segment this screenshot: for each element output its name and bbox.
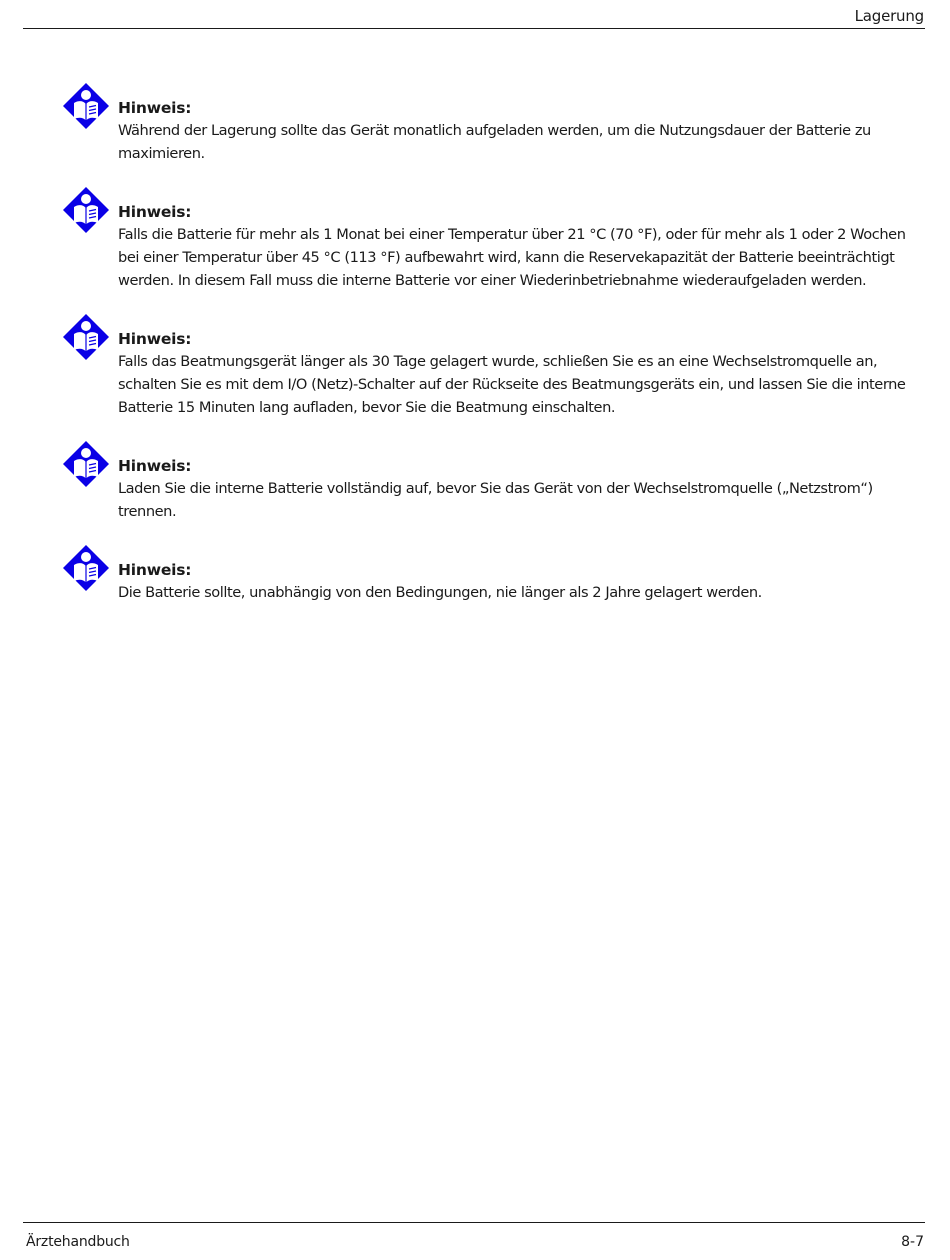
note-book-icon bbox=[62, 440, 110, 488]
page-footer bbox=[23, 1222, 925, 1250]
note-body: Falls die Batterie für mehr als 1 Monat bei einer Temperatur über 21 °C (70 °F), oder für mehr als 1 oder 2 Wochen bei einer Temperatur über 45 °C (113 °F) aufbewahrt wird, kann die Reservekapazität der Batterie beeinträchtigt werden. In diesem Fall muss die interne Batterie vor einer Wiederinbetriebnahme wiederaufgeladen werden. bbox=[118, 226, 906, 289]
note-body: Die Batterie sollte, unabhängig von den Bedingungen, nie länger als 2 Jahre gelagert werden. bbox=[118, 584, 762, 601]
notes-list bbox=[62, 80, 912, 623]
note-item bbox=[62, 438, 912, 523]
section-title: Lagerung bbox=[854, 7, 924, 25]
page-number: 8-7 bbox=[901, 1234, 924, 1250]
note-title: Hinweis: bbox=[118, 561, 192, 579]
note-title: Hinweis: bbox=[118, 330, 192, 348]
note-book-icon bbox=[62, 186, 110, 234]
note-item bbox=[62, 80, 912, 165]
note-title: Hinweis: bbox=[118, 203, 192, 221]
note-item bbox=[62, 311, 912, 419]
note-title: Hinweis: bbox=[118, 99, 192, 117]
manual-title: Ärztehandbuch bbox=[26, 1234, 130, 1250]
note-title: Hinweis: bbox=[118, 457, 192, 475]
note-body: Während der Lagerung sollte das Gerät monatlich aufgeladen werden, um die Nutzungsdauer der Batterie zu maximieren. bbox=[118, 122, 871, 162]
note-body: Falls das Beatmungsgerät länger als 30 Tage gelagert wurde, schließen Sie es an eine Wechselstromquelle an, schalten Sie es mit dem I/O (Netz)-Schalter auf der Rückseite des Beatmungsgeräts ein, und lassen Sie die interne Batterie 15 Minuten lang aufladen, bevor Sie die Beatmung einschalten. bbox=[118, 353, 906, 416]
note-book-icon bbox=[62, 313, 110, 361]
note-book-icon bbox=[62, 82, 110, 130]
note-book-icon bbox=[62, 544, 110, 592]
note-body: Laden Sie die interne Batterie vollständig auf, bevor Sie das Gerät von der Wechselstromquelle („Netzstrom“) trennen. bbox=[118, 480, 873, 520]
page-header bbox=[23, 0, 925, 29]
note-item bbox=[62, 184, 912, 292]
note-item bbox=[62, 542, 912, 604]
